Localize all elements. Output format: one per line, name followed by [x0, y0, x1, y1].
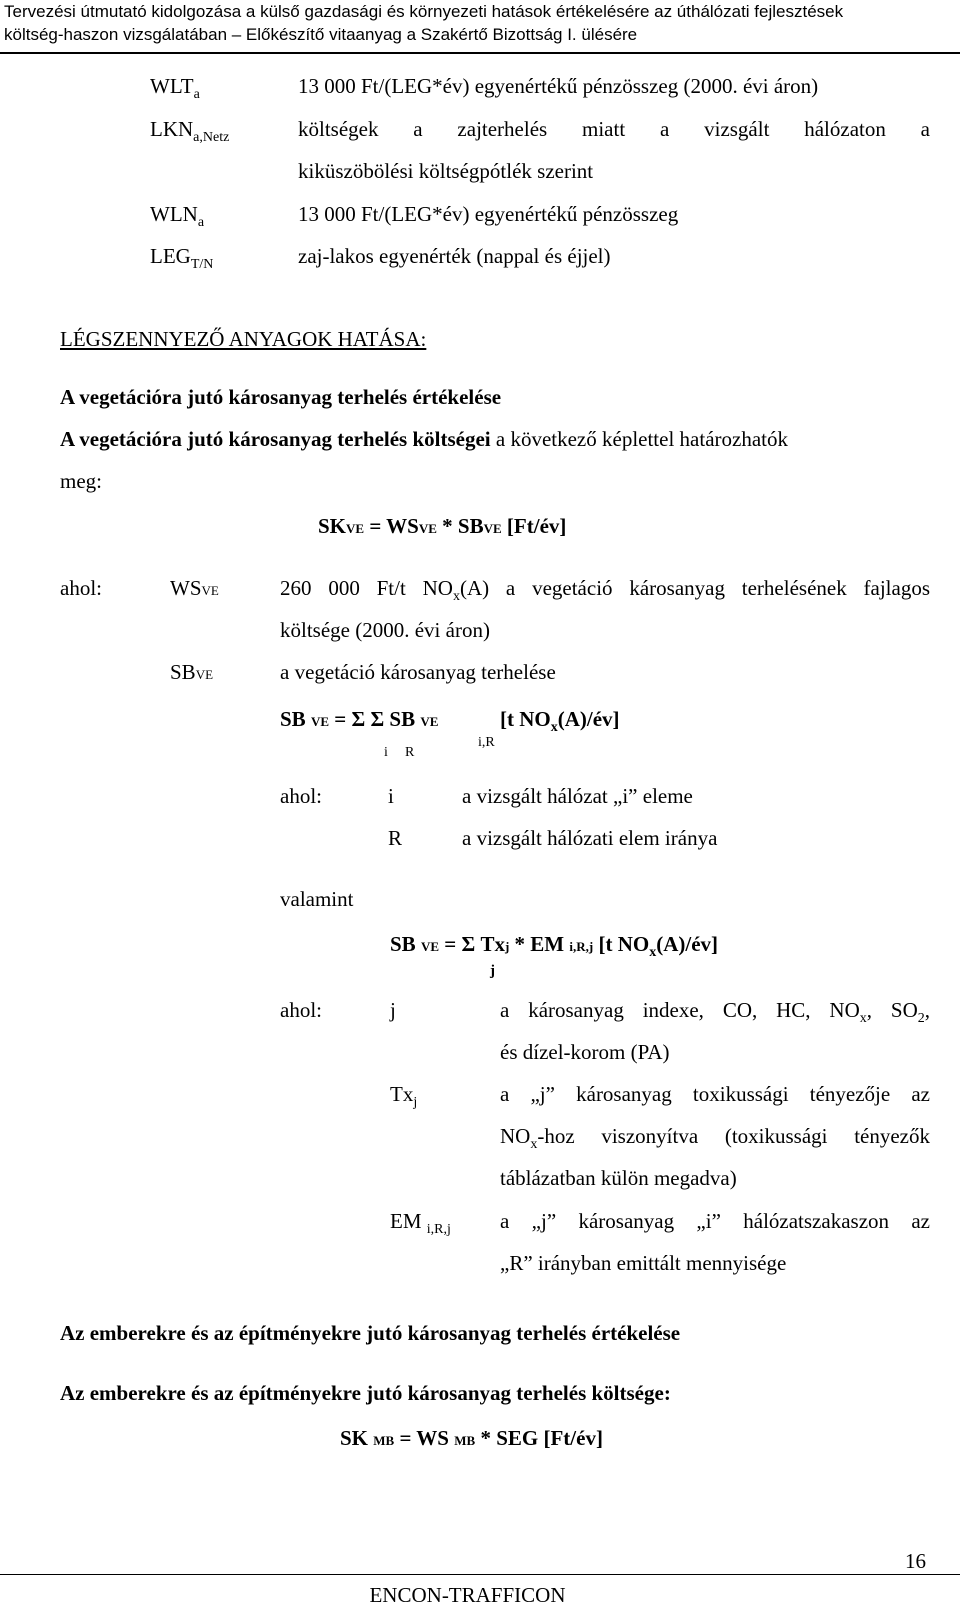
ws-ve-symbol: WSVE — [170, 576, 219, 600]
header-rule — [0, 52, 960, 54]
formula-sb-ve-tx: SB VE = Σ Txj * EM i,R,j [t $NO_x(A)/év$] — [390, 932, 719, 960]
sum-index-i: i — [384, 745, 388, 760]
header-line-2: költség-haszon vizsgálatában – Előkészítő vitaanyag a Szakértő Bizottság I. ülésére — [4, 25, 638, 44]
ahol-label-2: ahol: — [280, 784, 322, 808]
formula-sk-mb: SK MB = WS MB * SEG [Ft/év] — [340, 1426, 603, 1450]
formula-sk-ve: SKVE = WSVE * SBVE [Ft/év] — [318, 514, 567, 538]
em-text: a „j” károsanyag „i” hálózatszakaszon az — [500, 1209, 930, 1233]
page-number: 16 — [905, 1549, 926, 1573]
def-wlt-symbol: $WLT_a$ — [150, 74, 200, 102]
formula-sb-ve-unit: [t $NO_x(A)/év$] — [500, 707, 620, 735]
em-symbol: EM $_{i,R,j}$ — [390, 1209, 451, 1237]
tx-j-text-3: táblázatban külön megadva) — [500, 1166, 737, 1190]
j-symbol: j — [390, 998, 396, 1022]
sum-index-R: R — [405, 745, 415, 760]
def-leg-text: zaj-lakos egyenérték (nappal és éjjel) — [298, 244, 611, 268]
people-heading-evaluation: Az emberekre és az építményekre jutó károsanyag terhelés értékelése — [60, 1321, 681, 1345]
em-text-2: „R” irányban emittált mennyisége — [500, 1251, 787, 1275]
ahol-label-1: ahol: — [60, 576, 102, 600]
section-title: LÉGSZENNYEZŐ ANYAGOK HATÁSA: — [60, 327, 427, 351]
def-lkn-symbol: $LKN_{a,Netz}$ — [150, 117, 230, 145]
index-R-text: a vizsgált hálózati elem iránya — [462, 826, 718, 850]
footer-company: ENCON-TRAFFICON — [369, 1583, 566, 1607]
def-wln-symbol: $WLN_a$ — [150, 202, 205, 230]
formula-sb-ve-sum: SB VE = Σ Σ SB VE — [280, 707, 439, 731]
tx-j-text-2: $NO_x$-hoz viszonyítva (toxikussági tényezők — [500, 1124, 930, 1152]
ws-ve-text: 260 000 Ft/t $NO_x(A)$ a vegetáció károsanyag terhelésének fajlagos — [280, 576, 931, 604]
vegetation-heading: A vegetációra jutó károsanyag terhelés értékelése — [60, 385, 502, 409]
ahol-label-3: ahol: — [280, 998, 322, 1022]
ws-ve-text-2: költsége (2000. évi áron) — [280, 618, 490, 642]
tx-j-text: a „j” károsanyag toxikussági tényezője az — [500, 1082, 930, 1106]
sum-index-j: j — [490, 963, 495, 979]
vegetation-paragraph: A vegetációra jutó károsanyag terhelés költségei a következő képlettel határozhatók — [60, 427, 788, 451]
index-R-symbol: R — [388, 826, 403, 850]
footer-rule — [0, 1574, 960, 1575]
def-wlt-text: 13 000 Ft/(LEG*év) egyenértékű pénzösszeg (2000. évi áron) — [298, 74, 819, 98]
header-line-1: Tervezési útmutató kidolgozása a külső gazdasági és környezeti hatások értékelésére az úthálózati fejlesztések — [4, 2, 844, 21]
valamint-label: valamint — [280, 887, 354, 911]
j-text-2: és dízel-korom (PA) — [500, 1040, 670, 1064]
sb-ve-text: a vegetáció károsanyag terhelése — [280, 660, 556, 684]
def-lkn-text: költségek a zajterhelés miatt a vizsgált hálózaton a — [298, 117, 930, 141]
people-heading-cost: Az emberekre és az építményekre jutó károsanyag terhelés költsége: — [60, 1381, 671, 1405]
index-i-text: a vizsgált hálózat „i” eleme — [462, 784, 693, 808]
def-leg-symbol: $LEG_{T/N}$ — [150, 244, 214, 272]
sb-ve-symbol: SBVE — [170, 660, 214, 684]
def-lkn-text-2: kiküszöbölési költségpótlék szerint — [298, 159, 594, 183]
vegetation-paragraph-2: meg: — [60, 469, 102, 493]
j-text: a károsanyag indexe, CO, HC, $NO_x$, $SO_2$, — [500, 998, 930, 1026]
sum-index-iR: i,R — [478, 735, 495, 750]
tx-j-symbol: $Tx_j$ — [390, 1082, 418, 1110]
index-i-symbol: i — [388, 784, 394, 808]
def-wln-text: 13 000 Ft/(LEG*év) egyenértékű pénzösszeg — [298, 202, 679, 226]
